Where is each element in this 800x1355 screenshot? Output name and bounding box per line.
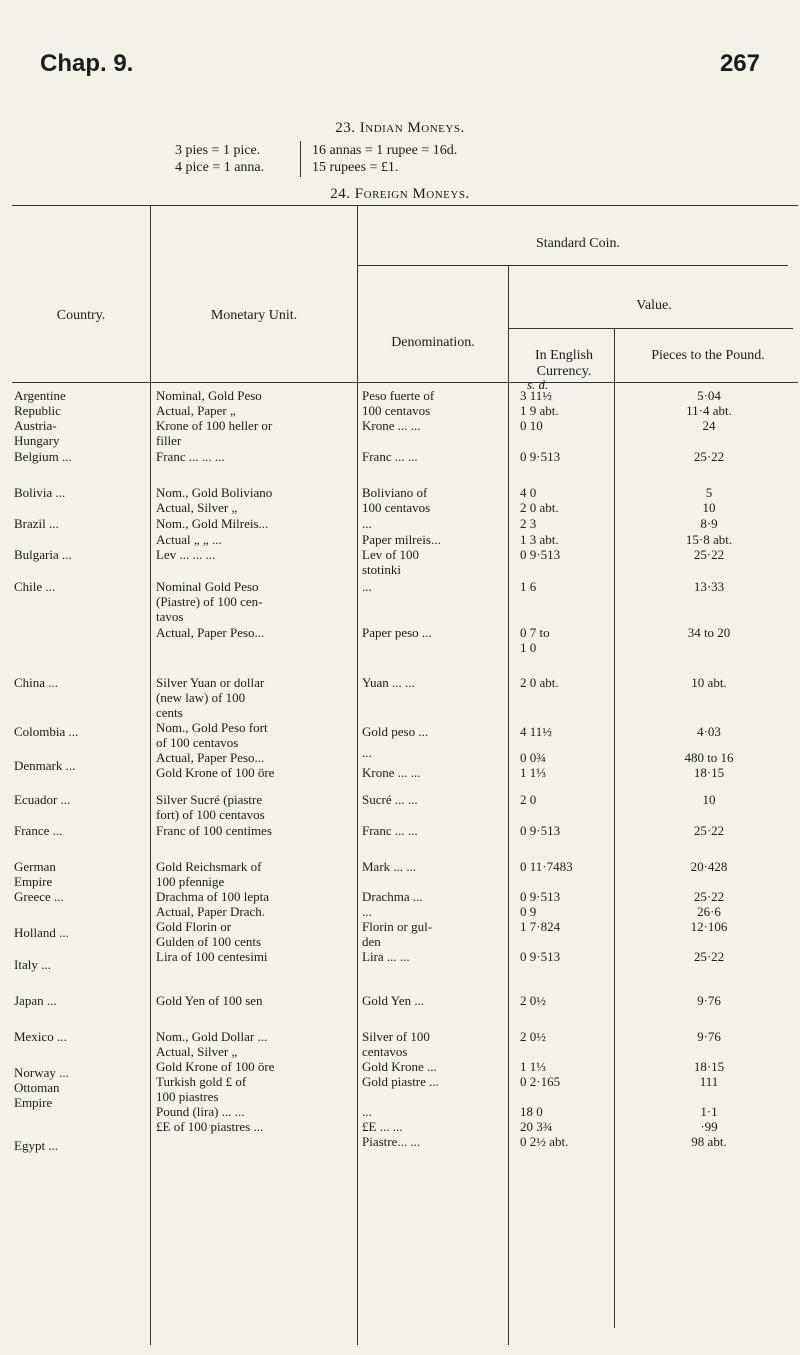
- unit-cell: Silver Yuan or dollar: [156, 675, 265, 690]
- unit-cell: Gold Krone of 100 öre: [156, 1059, 275, 1074]
- denomination-cell: Krone ... ...: [362, 765, 421, 780]
- header-monetary-unit: Monetary Unit.: [210, 308, 298, 323]
- denomination-cell: Silver of 100: [362, 1029, 430, 1044]
- unit-cell: Gold Florin or: [156, 919, 232, 934]
- english-value-cell: 0 0¾: [520, 750, 546, 765]
- denomination-cell: Krone ... ...: [362, 418, 421, 433]
- english-value-cell: 2 0 abt.: [520, 500, 559, 515]
- country-cell: Argentine: [14, 388, 66, 403]
- pieces-cell: 10: [702, 792, 716, 807]
- english-value-cell: 1 9 abt.: [520, 403, 559, 418]
- english-value-cell: 0 2·165: [520, 1074, 561, 1089]
- unit-cell: Actual, Paper „: [156, 403, 236, 418]
- pieces-cell: 18·15: [693, 765, 725, 780]
- section-23-title: 23. Indian Moneys.: [335, 120, 465, 136]
- denomination-cell: den: [362, 934, 381, 949]
- country-cell: German: [14, 859, 56, 874]
- pieces-cell: 8·9: [700, 516, 718, 531]
- country-cell: Belgium ...: [14, 449, 72, 464]
- pieces-cell: 25·22: [693, 449, 725, 464]
- english-value-cell: 1 0: [520, 640, 537, 655]
- value-rule: [508, 328, 793, 329]
- pieces-cell: 10: [702, 500, 716, 515]
- unit-cell: (new law) of 100: [156, 690, 246, 705]
- chapter-label: Chap. 9.: [40, 50, 134, 77]
- unit-cell: (Piastre) of 100 cen-: [156, 594, 263, 609]
- english-value-cell: 0 9·513: [520, 823, 561, 838]
- english-value-cell: 2 3: [520, 516, 537, 531]
- denomination-cell: stotinki: [362, 562, 402, 577]
- unit-cell: Lira of 100 centesimi: [156, 949, 268, 964]
- unit-cell: Turkish gold £ of: [156, 1074, 247, 1089]
- header-denomination: Denomination.: [391, 335, 475, 350]
- country-cell: Hungary: [14, 433, 60, 448]
- country-cell: Mexico ...: [14, 1029, 67, 1044]
- english-value-cell: 1 7·824: [520, 919, 561, 934]
- country-cell: Greece ...: [14, 889, 64, 904]
- country-cell: Denmark ...: [14, 758, 76, 773]
- unit-cell: Gulden of 100 cents: [156, 934, 262, 949]
- english-value-cell: 1 1⅓: [520, 765, 546, 780]
- unit-cell: 100 pfennige: [156, 874, 225, 889]
- indian-left-line-2: 4 pice = 1 anna.: [175, 160, 265, 175]
- header-country: Country.: [56, 308, 106, 323]
- english-value-cell: 0 2½ abt.: [520, 1134, 569, 1149]
- english-value-cell: 0 9·513: [520, 449, 561, 464]
- unit-cell: Franc ... ... ...: [156, 449, 225, 464]
- unit-cell: Lev ... ... ...: [156, 547, 216, 562]
- unit-cell: filler: [156, 433, 182, 448]
- denomination-cell: Florin or gul-: [362, 919, 433, 934]
- pieces-cell: 24: [702, 418, 716, 433]
- denomination-cell: £E ... ...: [362, 1119, 403, 1134]
- denomination-cell: Gold piastre ...: [362, 1074, 439, 1089]
- country-cell: Republic: [14, 403, 61, 418]
- english-value-cell: 0 10: [520, 418, 543, 433]
- country-cell: France ...: [14, 823, 63, 838]
- english-value-cell: 4 11½: [520, 724, 553, 739]
- pieces-cell: 1·1: [700, 1104, 718, 1119]
- country-cell: Colombia ...: [14, 724, 79, 739]
- page-number: 267: [719, 50, 760, 77]
- denomination-cell: Boliviano of: [362, 485, 428, 500]
- country-cell: China ...: [14, 675, 59, 690]
- denomination-cell: centavos: [362, 1044, 408, 1059]
- denomination-cell: Mark ... ...: [362, 859, 417, 874]
- english-value-cell: 1 6: [520, 579, 537, 594]
- pieces-cell: 5: [705, 485, 713, 500]
- col-divider-country: [150, 205, 151, 1345]
- denomination-cell: Lev of 100: [362, 547, 420, 562]
- country-cell: Italy ...: [14, 957, 51, 972]
- pieces-cell: 20·428: [690, 859, 728, 874]
- pieces-cell: 25·22: [693, 823, 725, 838]
- english-value-cell: 0 7 to: [520, 625, 550, 640]
- english-value-cell: 2 0: [520, 792, 537, 807]
- denomination-cell: Piastre... ...: [362, 1134, 421, 1149]
- unit-cell: tavos: [156, 609, 184, 624]
- english-value-cell: 1 1⅓: [520, 1059, 546, 1074]
- unit-cell: Krone of 100 heller or: [156, 418, 273, 433]
- country-cell: Bulgaria ...: [14, 547, 72, 562]
- unit-cell: Pound (lira) ... ...: [156, 1104, 245, 1119]
- pieces-cell: 111: [699, 1074, 719, 1089]
- english-value-cell: 0 9: [520, 904, 537, 919]
- english-value-cell: 0 9·513: [520, 547, 561, 562]
- header-value: Value.: [636, 298, 672, 313]
- pieces-cell: 10 abt.: [691, 675, 727, 690]
- unit-cell: Gold Reichsmark of: [156, 859, 262, 874]
- indian-right-line-1: 16 annas = 1 rupee = 16d.: [312, 143, 458, 158]
- english-value-cell: 4 0: [520, 485, 537, 500]
- pieces-cell: 9·76: [697, 993, 721, 1008]
- unit-cell: Actual, Paper Peso...: [156, 625, 265, 640]
- equivalence-divider: [300, 141, 301, 177]
- country-cell: Norway ...: [14, 1065, 69, 1080]
- unit-cell: Nom., Gold Boliviano: [156, 485, 273, 500]
- denomination-cell: Paper milreis...: [362, 532, 441, 547]
- unit-cell: Nominal Gold Peso: [156, 579, 259, 594]
- country-cell: Ottoman: [14, 1080, 60, 1095]
- english-value-cell: 0 11·7483: [520, 859, 573, 874]
- pieces-cell: 25·22: [693, 889, 725, 904]
- unit-cell: 100 piastres: [156, 1089, 219, 1104]
- unit-cell: Nominal, Gold Peso: [156, 388, 262, 403]
- country-cell: Empire: [14, 874, 53, 889]
- country-cell: Holland ...: [14, 925, 69, 940]
- pieces-cell: 13·33: [693, 579, 725, 594]
- english-value-cell: 2 0½: [520, 993, 546, 1008]
- header-bottom-rule: [12, 382, 798, 383]
- col-divider-denomination: [508, 265, 509, 1345]
- denomination-cell: ...: [362, 904, 372, 919]
- pieces-cell: 25·22: [693, 547, 725, 562]
- english-value-cell: 1 3 abt.: [520, 532, 559, 547]
- denomination-cell: ...: [362, 579, 372, 594]
- section-24-title: 24. Foreign Moneys.: [330, 186, 470, 202]
- country-cell: Brazil ...: [14, 516, 59, 531]
- table-top-rule: [12, 205, 798, 206]
- denomination-cell: Gold peso ...: [362, 724, 429, 739]
- denomination-cell: ...: [362, 745, 372, 760]
- country-cell: Bolivia ...: [14, 485, 66, 500]
- col-divider-unit: [357, 205, 358, 1345]
- unit-cell: cents: [156, 705, 183, 720]
- pieces-cell: 98 abt.: [691, 1134, 727, 1149]
- unit-cell: Nom., Gold Dollar ...: [156, 1029, 268, 1044]
- pieces-cell: 9·76: [697, 1029, 721, 1044]
- pieces-cell: 25·22: [693, 949, 725, 964]
- denomination-cell: Franc ... ...: [362, 449, 418, 464]
- country-cell: Ecuador ...: [14, 792, 71, 807]
- country-cell: Japan ...: [14, 993, 57, 1008]
- unit-cell: Actual, Paper Drach.: [156, 904, 266, 919]
- unit-cell: Nom., Gold Peso fort: [156, 720, 268, 735]
- country-cell: Chile ...: [14, 579, 56, 594]
- pieces-cell: 4·03: [697, 724, 721, 739]
- indian-left-line-1: 3 pies = 1 pice.: [175, 143, 261, 158]
- unit-cell: Actual, Silver „: [156, 1044, 238, 1059]
- pieces-cell: 11·4 abt.: [686, 403, 732, 418]
- country-cell: Austria-: [14, 418, 57, 433]
- english-value-cell: 3 11½: [520, 388, 553, 403]
- denomination-cell: Drachma ...: [362, 889, 423, 904]
- header-standard-coin: Standard Coin.: [536, 236, 620, 251]
- english-value-cell: 0 9·513: [520, 949, 561, 964]
- english-value-cell: 2 0½: [520, 1029, 546, 1044]
- denomination-cell: Lira ... ...: [362, 949, 410, 964]
- unit-cell: Drachma of 100 lepta: [156, 889, 269, 904]
- denomination-cell: Yuan ... ...: [362, 675, 415, 690]
- unit-cell: fort) of 100 centavos: [156, 807, 265, 822]
- english-value-cell: 18 0: [520, 1104, 543, 1119]
- country-cell: Empire: [14, 1095, 53, 1110]
- unit-cell: Actual, Paper Peso...: [156, 750, 265, 765]
- col-divider-value: [614, 328, 615, 1328]
- denomination-cell: ...: [362, 516, 372, 531]
- unit-cell: Gold Yen of 100 sen: [156, 993, 263, 1008]
- running-head: [40, 50, 760, 90]
- standard-coin-rule: [358, 265, 788, 266]
- denomination-cell: Gold Yen ...: [362, 993, 425, 1008]
- header-sd: s. d.: [527, 377, 549, 392]
- denomination-cell: Paper peso ...: [362, 625, 432, 640]
- pieces-cell: 34 to 20: [687, 625, 731, 640]
- english-value-cell: 20 3¾: [520, 1119, 553, 1134]
- pieces-cell: 5·04: [697, 388, 721, 403]
- pieces-cell: 15·8 abt.: [685, 532, 733, 547]
- denomination-cell: Gold Krone ...: [362, 1059, 437, 1074]
- pieces-cell: ·99: [700, 1119, 718, 1134]
- pieces-cell: 480 to 16: [684, 750, 734, 765]
- english-value-cell: 0 9·513: [520, 889, 561, 904]
- denomination-cell: 100 centavos: [362, 500, 431, 515]
- unit-cell: of 100 centavos: [156, 735, 239, 750]
- pieces-cell: 18·15: [693, 1059, 725, 1074]
- denomination-cell: Sucré ... ...: [362, 792, 418, 807]
- pieces-cell: 26·6: [697, 904, 721, 919]
- english-value-cell: 2 0 abt.: [520, 675, 559, 690]
- pieces-cell: 12·106: [690, 919, 728, 934]
- indian-right-line-2: 15 rupees = £1.: [312, 160, 399, 175]
- unit-cell: Nom., Gold Milreis...: [156, 516, 269, 531]
- denomination-cell: Franc ... ...: [362, 823, 418, 838]
- unit-cell: Gold Krone of 100 öre: [156, 765, 275, 780]
- unit-cell: Actual, Silver „: [156, 500, 238, 515]
- header-english-currency: In English Currency.: [535, 348, 593, 380]
- unit-cell: Franc of 100 centimes: [156, 823, 272, 838]
- unit-cell: Actual „ „ ...: [156, 532, 222, 547]
- unit-cell: Silver Sucré (piastre: [156, 792, 263, 807]
- denomination-cell: ...: [362, 1104, 372, 1119]
- country-cell: Egypt ...: [14, 1138, 59, 1153]
- unit-cell: £E of 100 piastres ...: [156, 1119, 264, 1134]
- header-pieces-to-pound: Pieces to the Pound.: [651, 348, 765, 363]
- denomination-cell: Peso fuerte of: [362, 388, 435, 403]
- denomination-cell: 100 centavos: [362, 403, 431, 418]
